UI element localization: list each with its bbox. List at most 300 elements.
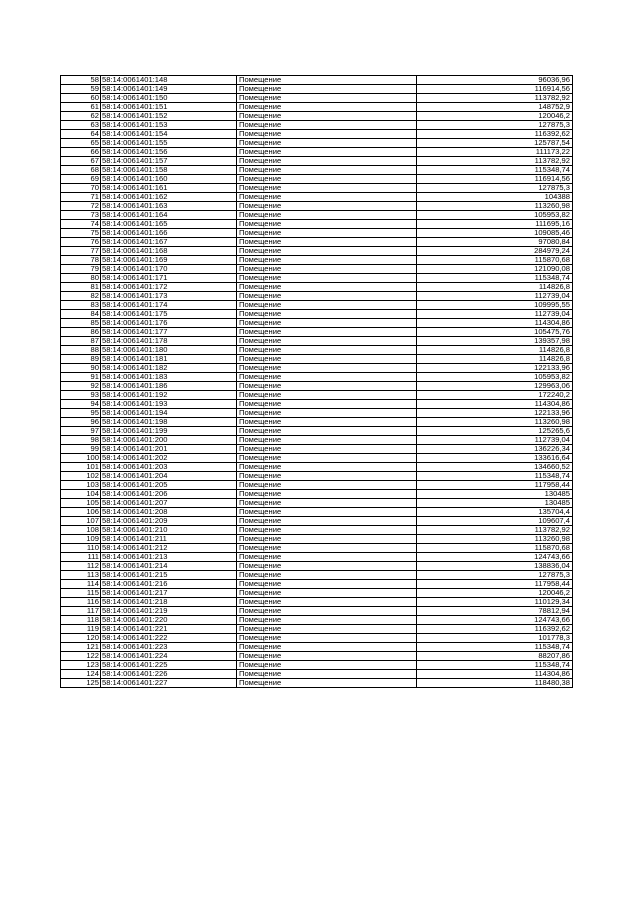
row-number-cell: 105 bbox=[61, 499, 101, 508]
value-cell: 117958,44 bbox=[417, 481, 573, 490]
value-cell: 127875,3 bbox=[417, 184, 573, 193]
object-type-cell: Помещение bbox=[237, 634, 417, 643]
table-row bbox=[61, 625, 573, 634]
table-row bbox=[61, 346, 573, 355]
value-cell: 113782,92 bbox=[417, 94, 573, 103]
object-type-cell: Помещение bbox=[237, 463, 417, 472]
row-number-cell: 68 bbox=[61, 166, 101, 175]
row-number-cell: 125 bbox=[61, 679, 101, 688]
row-number-cell: 97 bbox=[61, 427, 101, 436]
row-number-cell: 67 bbox=[61, 157, 101, 166]
table-row bbox=[61, 607, 573, 616]
object-type-cell: Помещение bbox=[237, 499, 417, 508]
table-row bbox=[61, 373, 573, 382]
row-number-cell: 95 bbox=[61, 409, 101, 418]
object-type-cell: Помещение bbox=[237, 94, 417, 103]
cadastral-number-cell: 58:14:0061401:225 bbox=[101, 661, 237, 670]
object-type-cell: Помещение bbox=[237, 670, 417, 679]
cadastral-number-cell: 58:14:0061401:214 bbox=[101, 562, 237, 571]
row-number-cell: 69 bbox=[61, 175, 101, 184]
cadastral-number-cell: 58:14:0061401:155 bbox=[101, 139, 237, 148]
value-cell: 78812,94 bbox=[417, 607, 573, 616]
cadastral-number-cell: 58:14:0061401:217 bbox=[101, 589, 237, 598]
table-row bbox=[61, 553, 573, 562]
object-type-cell: Помещение bbox=[237, 373, 417, 382]
table-row bbox=[61, 679, 573, 688]
cadastral-number-cell: 58:14:0061401:209 bbox=[101, 517, 237, 526]
row-number-cell: 60 bbox=[61, 94, 101, 103]
cadastral-number-cell: 58:14:0061401:157 bbox=[101, 157, 237, 166]
row-number-cell: 94 bbox=[61, 400, 101, 409]
value-cell: 113782,92 bbox=[417, 526, 573, 535]
object-type-cell: Помещение bbox=[237, 202, 417, 211]
value-cell: 104388 bbox=[417, 193, 573, 202]
cadastral-number-cell: 58:14:0061401:210 bbox=[101, 526, 237, 535]
table-row bbox=[61, 472, 573, 481]
cadastral-number-cell: 58:14:0061401:161 bbox=[101, 184, 237, 193]
value-cell: 116914,56 bbox=[417, 175, 573, 184]
table-row bbox=[61, 283, 573, 292]
table-row bbox=[61, 310, 573, 319]
value-cell: 115348,74 bbox=[417, 643, 573, 652]
object-type-cell: Помещение bbox=[237, 436, 417, 445]
object-type-cell: Помещение bbox=[237, 652, 417, 661]
cadastral-number-cell: 58:14:0061401:222 bbox=[101, 634, 237, 643]
value-cell: 114826,8 bbox=[417, 346, 573, 355]
object-type-cell: Помещение bbox=[237, 103, 417, 112]
cadastral-number-cell: 58:14:0061401:172 bbox=[101, 283, 237, 292]
row-number-cell: 59 bbox=[61, 85, 101, 94]
row-number-cell: 87 bbox=[61, 337, 101, 346]
cadastral-number-cell: 58:14:0061401:213 bbox=[101, 553, 237, 562]
object-type-cell: Помещение bbox=[237, 562, 417, 571]
value-cell: 109085,46 bbox=[417, 229, 573, 238]
cadastral-table bbox=[60, 75, 573, 688]
table-row bbox=[61, 301, 573, 310]
value-cell: 127875,3 bbox=[417, 571, 573, 580]
object-type-cell: Помещение bbox=[237, 220, 417, 229]
object-type-cell: Помещение bbox=[237, 211, 417, 220]
row-number-cell: 63 bbox=[61, 121, 101, 130]
row-number-cell: 80 bbox=[61, 274, 101, 283]
cadastral-number-cell: 58:14:0061401:208 bbox=[101, 508, 237, 517]
value-cell: 115348,74 bbox=[417, 472, 573, 481]
row-number-cell: 109 bbox=[61, 535, 101, 544]
object-type-cell: Помещение bbox=[237, 400, 417, 409]
object-type-cell: Помещение bbox=[237, 364, 417, 373]
object-type-cell: Помещение bbox=[237, 472, 417, 481]
object-type-cell: Помещение bbox=[237, 310, 417, 319]
row-number-cell: 124 bbox=[61, 670, 101, 679]
value-cell: 113260,98 bbox=[417, 418, 573, 427]
cadastral-number-cell: 58:14:0061401:218 bbox=[101, 598, 237, 607]
value-cell: 112739,04 bbox=[417, 436, 573, 445]
object-type-cell: Помещение bbox=[237, 256, 417, 265]
object-type-cell: Помещение bbox=[237, 148, 417, 157]
object-type-cell: Помещение bbox=[237, 454, 417, 463]
object-type-cell: Помещение bbox=[237, 544, 417, 553]
row-number-cell: 66 bbox=[61, 148, 101, 157]
cadastral-number-cell: 58:14:0061401:200 bbox=[101, 436, 237, 445]
value-cell: 148752,9 bbox=[417, 103, 573, 112]
value-cell: 105953,82 bbox=[417, 373, 573, 382]
value-cell: 111173,22 bbox=[417, 148, 573, 157]
table-row bbox=[61, 202, 573, 211]
table-row bbox=[61, 148, 573, 157]
value-cell: 284979,24 bbox=[417, 247, 573, 256]
cadastral-number-cell: 58:14:0061401:148 bbox=[101, 76, 237, 85]
object-type-cell: Помещение bbox=[237, 247, 417, 256]
value-cell: 138836,04 bbox=[417, 562, 573, 571]
row-number-cell: 92 bbox=[61, 382, 101, 391]
table-row bbox=[61, 193, 573, 202]
cadastral-number-cell: 58:14:0061401:194 bbox=[101, 409, 237, 418]
object-type-cell: Помещение bbox=[237, 553, 417, 562]
object-type-cell: Помещение bbox=[237, 139, 417, 148]
row-number-cell: 93 bbox=[61, 391, 101, 400]
object-type-cell: Помещение bbox=[237, 589, 417, 598]
cadastral-number-cell: 58:14:0061401:203 bbox=[101, 463, 237, 472]
row-number-cell: 96 bbox=[61, 418, 101, 427]
row-number-cell: 84 bbox=[61, 310, 101, 319]
cadastral-number-cell: 58:14:0061401:167 bbox=[101, 238, 237, 247]
row-number-cell: 123 bbox=[61, 661, 101, 670]
value-cell: 124743,66 bbox=[417, 616, 573, 625]
value-cell: 116914,56 bbox=[417, 85, 573, 94]
row-number-cell: 76 bbox=[61, 238, 101, 247]
cadastral-number-cell: 58:14:0061401:206 bbox=[101, 490, 237, 499]
table-row bbox=[61, 328, 573, 337]
object-type-cell: Помещение bbox=[237, 130, 417, 139]
row-number-cell: 106 bbox=[61, 508, 101, 517]
cadastral-number-cell: 58:14:0061401:201 bbox=[101, 445, 237, 454]
value-cell: 136226,34 bbox=[417, 445, 573, 454]
row-number-cell: 108 bbox=[61, 526, 101, 535]
table-row bbox=[61, 121, 573, 130]
row-number-cell: 65 bbox=[61, 139, 101, 148]
value-cell: 125265,6 bbox=[417, 427, 573, 436]
object-type-cell: Помещение bbox=[237, 346, 417, 355]
value-cell: 97080,84 bbox=[417, 238, 573, 247]
object-type-cell: Помещение bbox=[237, 157, 417, 166]
value-cell: 114304,86 bbox=[417, 400, 573, 409]
object-type-cell: Помещение bbox=[237, 661, 417, 670]
cadastral-number-cell: 58:14:0061401:224 bbox=[101, 652, 237, 661]
row-number-cell: 111 bbox=[61, 553, 101, 562]
value-cell: 120046,2 bbox=[417, 112, 573, 121]
table-row bbox=[61, 481, 573, 490]
cadastral-number-cell: 58:14:0061401:211 bbox=[101, 535, 237, 544]
table-row bbox=[61, 517, 573, 526]
table-row bbox=[61, 274, 573, 283]
object-type-cell: Помещение bbox=[237, 427, 417, 436]
cadastral-number-cell: 58:14:0061401:170 bbox=[101, 265, 237, 274]
row-number-cell: 82 bbox=[61, 292, 101, 301]
object-type-cell: Помещение bbox=[237, 175, 417, 184]
value-cell: 116392,62 bbox=[417, 130, 573, 139]
table-row bbox=[61, 436, 573, 445]
cadastral-number-cell: 58:14:0061401:216 bbox=[101, 580, 237, 589]
value-cell: 134660,52 bbox=[417, 463, 573, 472]
cadastral-number-cell: 58:14:0061401:186 bbox=[101, 382, 237, 391]
cadastral-number-cell: 58:14:0061401:192 bbox=[101, 391, 237, 400]
value-cell: 115870,68 bbox=[417, 256, 573, 265]
table-row bbox=[61, 571, 573, 580]
cadastral-number-cell: 58:14:0061401:165 bbox=[101, 220, 237, 229]
cadastral-number-cell: 58:14:0061401:176 bbox=[101, 319, 237, 328]
row-number-cell: 98 bbox=[61, 436, 101, 445]
object-type-cell: Помещение bbox=[237, 328, 417, 337]
row-number-cell: 121 bbox=[61, 643, 101, 652]
cadastral-number-cell: 58:14:0061401:207 bbox=[101, 499, 237, 508]
row-number-cell: 83 bbox=[61, 301, 101, 310]
table-row bbox=[61, 589, 573, 598]
row-number-cell: 120 bbox=[61, 634, 101, 643]
row-number-cell: 99 bbox=[61, 445, 101, 454]
value-cell: 130485 bbox=[417, 499, 573, 508]
object-type-cell: Помещение bbox=[237, 283, 417, 292]
table-body bbox=[61, 76, 573, 688]
cadastral-number-cell: 58:14:0061401:175 bbox=[101, 310, 237, 319]
value-cell: 113260,98 bbox=[417, 202, 573, 211]
row-number-cell: 119 bbox=[61, 625, 101, 634]
table-row bbox=[61, 499, 573, 508]
object-type-cell: Помещение bbox=[237, 580, 417, 589]
row-number-cell: 115 bbox=[61, 589, 101, 598]
table-row bbox=[61, 418, 573, 427]
cadastral-number-cell: 58:14:0061401:168 bbox=[101, 247, 237, 256]
row-number-cell: 86 bbox=[61, 328, 101, 337]
value-cell: 118480,38 bbox=[417, 679, 573, 688]
object-type-cell: Помещение bbox=[237, 319, 417, 328]
object-type-cell: Помещение bbox=[237, 292, 417, 301]
cadastral-number-cell: 58:14:0061401:151 bbox=[101, 103, 237, 112]
object-type-cell: Помещение bbox=[237, 625, 417, 634]
row-number-cell: 72 bbox=[61, 202, 101, 211]
object-type-cell: Помещение bbox=[237, 301, 417, 310]
table-row bbox=[61, 616, 573, 625]
cadastral-number-cell: 58:14:0061401:153 bbox=[101, 121, 237, 130]
table-row bbox=[61, 130, 573, 139]
object-type-cell: Помещение bbox=[237, 112, 417, 121]
table-row bbox=[61, 247, 573, 256]
table-row bbox=[61, 409, 573, 418]
row-number-cell: 89 bbox=[61, 355, 101, 364]
cadastral-number-cell: 58:14:0061401:221 bbox=[101, 625, 237, 634]
object-type-cell: Помещение bbox=[237, 193, 417, 202]
value-cell: 116392,62 bbox=[417, 625, 573, 634]
row-number-cell: 117 bbox=[61, 607, 101, 616]
table-row bbox=[61, 103, 573, 112]
value-cell: 114304,86 bbox=[417, 319, 573, 328]
cadastral-number-cell: 58:14:0061401:152 bbox=[101, 112, 237, 121]
value-cell: 113782,92 bbox=[417, 157, 573, 166]
object-type-cell: Помещение bbox=[237, 382, 417, 391]
cadastral-number-cell: 58:14:0061401:178 bbox=[101, 337, 237, 346]
cadastral-number-cell: 58:14:0061401:180 bbox=[101, 346, 237, 355]
object-type-cell: Помещение bbox=[237, 517, 417, 526]
row-number-cell: 101 bbox=[61, 463, 101, 472]
table-row bbox=[61, 139, 573, 148]
object-type-cell: Помещение bbox=[237, 481, 417, 490]
cadastral-number-cell: 58:14:0061401:199 bbox=[101, 427, 237, 436]
cadastral-number-cell: 58:14:0061401:215 bbox=[101, 571, 237, 580]
cadastral-number-cell: 58:14:0061401:202 bbox=[101, 454, 237, 463]
cadastral-number-cell: 58:14:0061401:169 bbox=[101, 256, 237, 265]
table-row bbox=[61, 391, 573, 400]
table-row bbox=[61, 256, 573, 265]
row-number-cell: 79 bbox=[61, 265, 101, 274]
object-type-cell: Помещение bbox=[237, 535, 417, 544]
row-number-cell: 78 bbox=[61, 256, 101, 265]
value-cell: 112739,04 bbox=[417, 310, 573, 319]
table-row bbox=[61, 562, 573, 571]
table-row bbox=[61, 238, 573, 247]
row-number-cell: 103 bbox=[61, 481, 101, 490]
cadastral-number-cell: 58:14:0061401:223 bbox=[101, 643, 237, 652]
object-type-cell: Помещение bbox=[237, 508, 417, 517]
object-type-cell: Помещение bbox=[237, 607, 417, 616]
cadastral-number-cell: 58:14:0061401:226 bbox=[101, 670, 237, 679]
cadastral-number-cell: 58:14:0061401:160 bbox=[101, 175, 237, 184]
table-row bbox=[61, 634, 573, 643]
value-cell: 124743,66 bbox=[417, 553, 573, 562]
cadastral-number-cell: 58:14:0061401:177 bbox=[101, 328, 237, 337]
row-number-cell: 61 bbox=[61, 103, 101, 112]
value-cell: 110129,34 bbox=[417, 598, 573, 607]
table-row bbox=[61, 445, 573, 454]
row-number-cell: 118 bbox=[61, 616, 101, 625]
table-row bbox=[61, 292, 573, 301]
table-row bbox=[61, 535, 573, 544]
row-number-cell: 62 bbox=[61, 112, 101, 121]
row-number-cell: 81 bbox=[61, 283, 101, 292]
row-number-cell: 116 bbox=[61, 598, 101, 607]
value-cell: 105953,82 bbox=[417, 211, 573, 220]
cadastral-number-cell: 58:14:0061401:220 bbox=[101, 616, 237, 625]
object-type-cell: Помещение bbox=[237, 265, 417, 274]
cadastral-number-cell: 58:14:0061401:182 bbox=[101, 364, 237, 373]
value-cell: 127875,3 bbox=[417, 121, 573, 130]
table-row bbox=[61, 112, 573, 121]
cadastral-number-cell: 58:14:0061401:181 bbox=[101, 355, 237, 364]
table-row bbox=[61, 175, 573, 184]
row-number-cell: 71 bbox=[61, 193, 101, 202]
row-number-cell: 107 bbox=[61, 517, 101, 526]
row-number-cell: 88 bbox=[61, 346, 101, 355]
row-number-cell: 85 bbox=[61, 319, 101, 328]
table-row bbox=[61, 157, 573, 166]
row-number-cell: 90 bbox=[61, 364, 101, 373]
table-row bbox=[61, 508, 573, 517]
cadastral-number-cell: 58:14:0061401:193 bbox=[101, 400, 237, 409]
value-cell: 115348,74 bbox=[417, 661, 573, 670]
table-row bbox=[61, 643, 573, 652]
row-number-cell: 122 bbox=[61, 652, 101, 661]
object-type-cell: Помещение bbox=[237, 679, 417, 688]
row-number-cell: 58 bbox=[61, 76, 101, 85]
value-cell: 114304,86 bbox=[417, 670, 573, 679]
object-type-cell: Помещение bbox=[237, 166, 417, 175]
cadastral-number-cell: 58:14:0061401:173 bbox=[101, 292, 237, 301]
object-type-cell: Помещение bbox=[237, 418, 417, 427]
cadastral-number-cell: 58:14:0061401:204 bbox=[101, 472, 237, 481]
object-type-cell: Помещение bbox=[237, 76, 417, 85]
value-cell: 88207,86 bbox=[417, 652, 573, 661]
row-number-cell: 73 bbox=[61, 211, 101, 220]
value-cell: 114826,8 bbox=[417, 355, 573, 364]
value-cell: 120046,2 bbox=[417, 589, 573, 598]
table-row bbox=[61, 265, 573, 274]
value-cell: 121090,08 bbox=[417, 265, 573, 274]
object-type-cell: Помещение bbox=[237, 409, 417, 418]
object-type-cell: Помещение bbox=[237, 616, 417, 625]
value-cell: 109995,55 bbox=[417, 301, 573, 310]
row-number-cell: 104 bbox=[61, 490, 101, 499]
table-row bbox=[61, 382, 573, 391]
value-cell: 135704,4 bbox=[417, 508, 573, 517]
cadastral-number-cell: 58:14:0061401:198 bbox=[101, 418, 237, 427]
table-row bbox=[61, 490, 573, 499]
cadastral-number-cell: 58:14:0061401:183 bbox=[101, 373, 237, 382]
cadastral-number-cell: 58:14:0061401:164 bbox=[101, 211, 237, 220]
table-row bbox=[61, 454, 573, 463]
row-number-cell: 100 bbox=[61, 454, 101, 463]
value-cell: 109607,4 bbox=[417, 517, 573, 526]
table-row bbox=[61, 166, 573, 175]
table-row bbox=[61, 526, 573, 535]
object-type-cell: Помещение bbox=[237, 238, 417, 247]
cadastral-number-cell: 58:14:0061401:227 bbox=[101, 679, 237, 688]
object-type-cell: Помещение bbox=[237, 391, 417, 400]
cadastral-number-cell: 58:14:0061401:149 bbox=[101, 85, 237, 94]
object-type-cell: Помещение bbox=[237, 355, 417, 364]
table-row bbox=[61, 229, 573, 238]
object-type-cell: Помещение bbox=[237, 274, 417, 283]
row-number-cell: 91 bbox=[61, 373, 101, 382]
table-row bbox=[61, 544, 573, 553]
object-type-cell: Помещение bbox=[237, 526, 417, 535]
value-cell: 112739,04 bbox=[417, 292, 573, 301]
table-row bbox=[61, 661, 573, 670]
value-cell: 130485 bbox=[417, 490, 573, 499]
cadastral-number-cell: 58:14:0061401:219 bbox=[101, 607, 237, 616]
value-cell: 115348,74 bbox=[417, 166, 573, 175]
value-cell: 105475,76 bbox=[417, 328, 573, 337]
table-row bbox=[61, 211, 573, 220]
value-cell: 172240,2 bbox=[417, 391, 573, 400]
cadastral-number-cell: 58:14:0061401:158 bbox=[101, 166, 237, 175]
table-row bbox=[61, 319, 573, 328]
object-type-cell: Помещение bbox=[237, 571, 417, 580]
table-row bbox=[61, 337, 573, 346]
object-type-cell: Помещение bbox=[237, 598, 417, 607]
object-type-cell: Помещение bbox=[237, 85, 417, 94]
table-row bbox=[61, 427, 573, 436]
value-cell: 139357,98 bbox=[417, 337, 573, 346]
table-row bbox=[61, 364, 573, 373]
value-cell: 117958,44 bbox=[417, 580, 573, 589]
value-cell: 115348,74 bbox=[417, 274, 573, 283]
cadastral-number-cell: 58:14:0061401:156 bbox=[101, 148, 237, 157]
object-type-cell: Помещение bbox=[237, 643, 417, 652]
cadastral-number-cell: 58:14:0061401:162 bbox=[101, 193, 237, 202]
table-row bbox=[61, 220, 573, 229]
table-row bbox=[61, 652, 573, 661]
value-cell: 122133,96 bbox=[417, 409, 573, 418]
row-number-cell: 102 bbox=[61, 472, 101, 481]
table-row bbox=[61, 184, 573, 193]
